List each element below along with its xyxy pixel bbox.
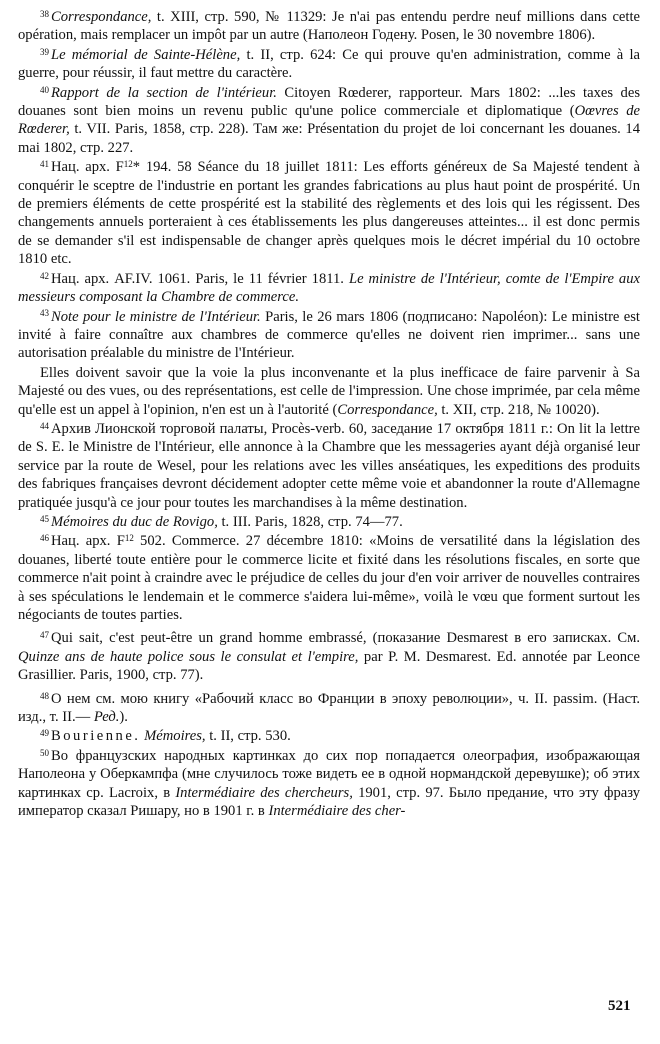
footnote-number: 39	[40, 46, 49, 57]
footnote-number: 46	[40, 533, 49, 544]
footnote-number: 42	[40, 270, 49, 281]
footnote-number: 41	[40, 159, 49, 170]
footnote-43-continuation: Elles doivent savoir que la voie la plus inconvenante et la plus inefficace de faire parvenir à Sa Majesté ou des vues, ou des représentations, est celle de l'impression. Une chose imprimée, par cela même qu'elle est un appel à l'opinion, n'en est un à l'autorité (Correspondance, t. XII, стр. 218, № 10020).	[18, 364, 640, 418]
footnote-49: $^{49}$ Bourienne. Mémoires, t. II, стр. 530.	[40, 728, 291, 745]
page-number: 521	[608, 998, 631, 1014]
footnote-number: 44	[40, 420, 49, 431]
footnote-43: $^{43}$ Note pour le ministre de l'Intérieur. Paris, le 26 mars 1806 (подписано: Napoléon): Le ministre est invité à faire connaître aux chambres de commerce qu'elles ne doivent rien imprimer... sans une autorisation préalable du ministre de l'Intérieur.	[18, 308, 640, 362]
footnote-47: $^{47}$ Qui sait, c'est peut-être un grand homme embrassé, (показание Desmarest в его записках. См. Quinze ans de haute police sous le consulat et l'empire, par P. M. Desmarest. Ed. annotée par Leonce Grasillier. Paris, 1900, стр. 77).	[18, 630, 640, 684]
footnote-number: 45	[40, 513, 49, 524]
footnote-45: $^{45}$ Mémoires du duc de Rovigo, t. III. Paris, 1828, стр. 74—77.	[40, 513, 403, 530]
footnotes-block	[18, 8, 640, 820]
footnote-number: 43	[40, 308, 49, 319]
footnote-number: 49	[40, 728, 49, 739]
footnote-42: $^{42}$ Нац. арх. AF.IV. 1061. Paris, le 11 février 1811. Le ministre de l'Intérieur, comte de l'Empire aux messieurs composant la Chambre de commerce.	[18, 270, 640, 306]
footnote-number: 40	[40, 84, 49, 95]
footnote-number: 50	[40, 747, 49, 758]
footnote-46: $^{46}$ Нац. арх. $F^{12}$ 502. Commerce. 27 décembre 1810: «Moins de versatilité dans la législation des douanes, liberté toute entière pour le commerce licite et fixité dans les résolutions fiscales, en sorte que commerce n'ait point à craindre avec le préjudice de celles du jour d'en voir arriver de nouvelles contraires à ses spéculations le lendemain et le commerce s'aidera lui-même», voilà le vœu que forment surtout les négociants de toutes parties.	[18, 533, 640, 623]
footnote-48: $^{48}$ О нем см. мою книгу «Рабочий класс во Франции в эпоху революции», ч. II. passim. (Наст. изд., т. II.— Ред.).	[18, 690, 640, 726]
footnote-number: 38	[40, 8, 49, 19]
footnote-40: $^{40}$ Rapport de la section de l'intérieur. Citoyen Rœderer, rapporteur. Mars 1802: ...les taxes des douanes sont bien moins un revenu public qu'une police commerciale et diplomatique (Oœvres de Rœderer, t. VII. Paris, 1858, стр. 228). Там же: Présentation du projet de loi concernant les douanes. 14 mai 1802, стр. 227.	[18, 84, 640, 156]
footnote-41: $^{41}$ Нац. арх. $F^{12}*$ 194. 58 Séance du 18 juillet 1811: Les efforts généreux de Sa Majesté tendent à conquérir le sceptre de l'industrie en portant les grandes fabrications au plus haut point de prospérité. Un de premiers éléments de cette prospérité est la stabilité des règlements et des lois qui les régissent. Des changements annuels porteraient à ces établissements les plus dangereuses atteintes... il est donc permis de se demander s'il est indispensable de changer après quelques mois le décret impérial du 10 octobre 1810 etc.	[18, 159, 640, 268]
footnote-44: $^{44}$ Архив Лионской торговой палаты, Procès-verb. 60, заседание 17 октября 1811 г.: On lit la lettre de S. E. le Ministre de l'Intérieur, elle annonce à la Chambre que les messageries ayant déjà organisé leur service par la route de Wesel, pour les relations avec les villes anséatiques, les expeditions des produits des fabriques françaises devront décidement adopter cette même voie et abandonner la route d'Allemagne pratiquée jusqu'à ce jour pour toutes les marchandises à la même destination.	[18, 420, 640, 511]
footnote-50: $^{50}$ Во французских народных картинках до сих пор попадается олеография, изображающая Наполеона у Оберкампфа (мне случилось тоже видеть ее в одной нормандской деревушке); об этих картинках ср. Lacroix, в Intermédiaire des chercheurs, 1901, стр. 97. Было предание, что эту фразу император сказал Ришару, но в 1901 г. в Intermédiaire des cher-	[18, 747, 641, 820]
footnote-39: $^{39}$ Le mémorial de Sainte-Hélène, t. II, стр. 624: Ce qui prouve qu'en administration, comme à la guerre, pour réussir, il faut mettre du caractère.	[18, 46, 640, 82]
footnote-number: 47	[40, 630, 49, 641]
footnote-number: 48	[40, 690, 49, 701]
footnote-38: $^{38}$ Correspondance, t. XIII, стр. 590, № 11329: Je n'ai pas entendu perdre neuf millions dans cette opération, mais remplacer un impôt par un autre (Наполеон Годену. Posen, le 30 novembre 1806).	[18, 8, 640, 44]
